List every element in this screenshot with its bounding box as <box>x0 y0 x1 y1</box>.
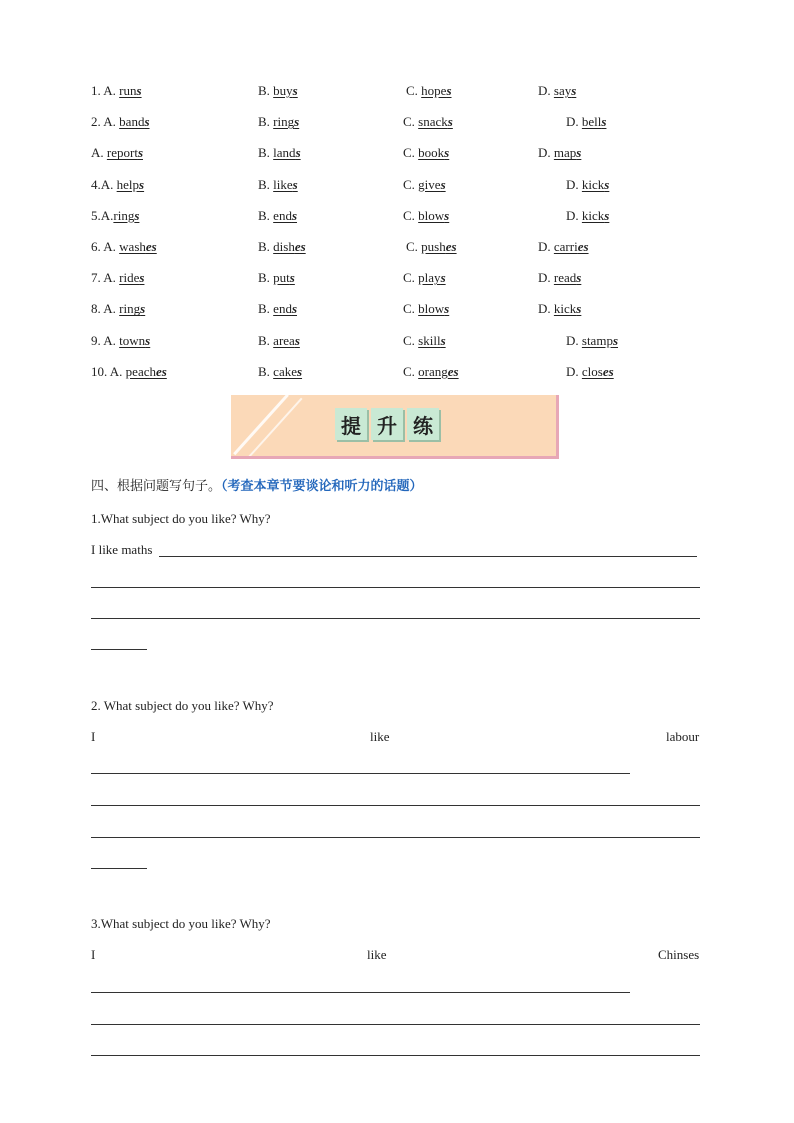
option-prefix: C. <box>406 239 422 254</box>
option-suffix: s <box>294 114 300 130</box>
option-prefix: B. <box>258 176 274 192</box>
option-suffix: s <box>571 83 577 98</box>
exercise-option[interactable] <box>566 362 614 382</box>
exercise-option[interactable] <box>91 268 144 288</box>
option-prefix: B. <box>258 363 274 379</box>
exercise-row <box>0 331 794 351</box>
exercise-row <box>0 237 794 257</box>
option-suffix: s <box>139 176 145 192</box>
option-word-stem: help <box>116 176 140 192</box>
option-word-stem: kick <box>581 176 605 192</box>
option-prefix: C. <box>403 332 419 348</box>
option-word-stem: give <box>418 176 441 192</box>
option-prefix: D. <box>538 239 554 254</box>
option-word-stem: report <box>106 145 138 161</box>
exercise-option[interactable] <box>403 206 449 226</box>
option-suffix: s <box>291 207 298 223</box>
section-heading <box>91 477 423 497</box>
option-word-stem: hope <box>421 83 447 98</box>
option-suffix: s <box>291 301 298 317</box>
exercise-row <box>0 81 794 101</box>
exercise-option[interactable] <box>258 175 298 195</box>
exercise-option[interactable] <box>258 268 295 288</box>
exercise-option[interactable] <box>258 81 298 101</box>
answer-line[interactable] <box>91 773 630 774</box>
option-prefix: B. <box>258 114 274 130</box>
exercise-option[interactable] <box>403 362 459 382</box>
option-prefix: A. <box>91 145 107 161</box>
option-suffix: s <box>136 83 142 98</box>
option-prefix: B. <box>258 270 274 286</box>
option-word-stem: play <box>418 270 441 286</box>
option-suffix: es <box>577 239 589 254</box>
exercise-option[interactable] <box>406 237 457 257</box>
option-word-stem: push <box>421 239 446 254</box>
exercise-option[interactable] <box>258 206 297 226</box>
answer-3-word: I <box>91 947 96 962</box>
exercise-option[interactable] <box>91 362 167 382</box>
answer-line[interactable] <box>91 868 147 869</box>
answer-line[interactable] <box>91 587 700 588</box>
option-word-stem: end <box>273 207 292 223</box>
option-prefix: C. <box>403 363 419 379</box>
answer-line[interactable] <box>91 805 700 806</box>
option-word-stem: ride <box>119 270 140 286</box>
option-word-stem: town <box>119 332 146 348</box>
option-suffix: s <box>140 301 146 317</box>
option-suffix: es <box>602 363 614 379</box>
option-prefix: D. <box>566 207 582 223</box>
option-prefix: D. <box>566 114 582 130</box>
exercise-row <box>0 206 794 226</box>
option-prefix: 10. A. <box>91 363 126 379</box>
exercise-row <box>0 112 794 132</box>
option-suffix: s <box>292 176 298 192</box>
exercise-option[interactable] <box>403 112 453 132</box>
exercise-option[interactable] <box>91 143 143 163</box>
exercise-option[interactable] <box>91 331 150 351</box>
option-prefix: C. <box>403 145 419 161</box>
exercise-row <box>0 175 794 195</box>
exercise-option[interactable] <box>91 175 144 195</box>
option-word-stem: end <box>273 301 292 317</box>
option-word-stem: cake <box>273 363 297 379</box>
option-word-stem: kick <box>581 207 605 223</box>
option-suffix: s <box>446 83 452 98</box>
option-suffix: s <box>145 332 151 348</box>
option-suffix: s <box>295 145 301 161</box>
section-title: 四、根据问题写句子。 <box>91 479 222 494</box>
option-suffix: s <box>604 176 610 192</box>
option-word-stem: band <box>119 114 145 130</box>
banner-char: 练 <box>407 408 439 440</box>
exercise-option[interactable] <box>566 175 609 195</box>
answer-line[interactable] <box>91 1055 700 1056</box>
exercise-option[interactable] <box>258 237 306 257</box>
option-suffix: es <box>145 239 157 254</box>
option-prefix: D. <box>538 301 554 317</box>
option-prefix: D. <box>538 83 554 98</box>
option-word-stem: say <box>553 83 572 98</box>
question-1: 1.What subject do you like? Why? <box>91 511 271 526</box>
option-prefix: D. <box>566 176 582 192</box>
option-suffix: s <box>292 83 298 98</box>
option-word-stem: dish <box>273 239 295 254</box>
option-word-stem: run <box>119 83 137 98</box>
answer-3-word: like <box>367 947 387 962</box>
option-prefix: D. <box>566 363 582 379</box>
option-word-stem: blow <box>418 207 445 223</box>
exercise-option[interactable] <box>258 299 297 319</box>
option-prefix: D. <box>538 145 554 161</box>
exercise-row <box>0 362 794 382</box>
option-suffix: s <box>444 145 450 161</box>
banner-char: 升 <box>371 408 403 440</box>
option-prefix: 1. A. <box>91 83 120 98</box>
option-suffix: s <box>134 207 140 223</box>
option-word-stem: map <box>553 145 577 161</box>
answer-line[interactable] <box>91 992 630 993</box>
option-suffix: s <box>604 207 610 223</box>
option-word-stem: peach <box>125 363 156 379</box>
option-prefix: 2. A. <box>91 114 120 130</box>
option-prefix: B. <box>258 239 274 254</box>
exercise-option[interactable] <box>403 268 446 288</box>
option-suffix: s <box>447 114 453 130</box>
option-word-stem: kick <box>553 301 577 317</box>
option-word-stem: ring <box>273 114 295 130</box>
option-suffix: s <box>444 301 450 317</box>
option-suffix: s <box>576 270 582 286</box>
exercise-option[interactable] <box>91 206 139 226</box>
option-word-stem: area <box>273 332 295 348</box>
option-word-stem: buy <box>273 83 293 98</box>
option-prefix: C. <box>403 270 419 286</box>
option-word-stem: clos <box>581 363 603 379</box>
exercise-option[interactable] <box>538 299 581 319</box>
option-prefix: 8. A. <box>91 301 120 317</box>
option-word-stem: blow <box>418 301 445 317</box>
option-suffix: s <box>440 176 446 192</box>
option-suffix: s <box>440 332 446 348</box>
exercise-option[interactable] <box>538 268 581 288</box>
option-prefix: D. <box>538 270 554 286</box>
exercise-option[interactable] <box>258 112 299 132</box>
option-prefix: C. <box>406 83 422 98</box>
option-word-stem: snack <box>418 114 448 130</box>
exercise-option[interactable] <box>538 143 581 163</box>
answer-2-word: like <box>370 729 390 744</box>
question-3: 3.What subject do you like? Why? <box>91 916 271 931</box>
option-word-stem: land <box>273 145 296 161</box>
banner-stripe <box>233 395 289 455</box>
option-word-stem: wash <box>119 239 146 254</box>
option-suffix: s <box>576 301 582 317</box>
option-prefix: C. <box>403 207 419 223</box>
option-suffix: s <box>294 332 300 348</box>
exercise-option[interactable] <box>406 81 452 101</box>
exercise-option[interactable] <box>91 299 145 319</box>
answer-3-word: Chinses <box>658 947 700 962</box>
answer-2-word: labour <box>666 729 700 744</box>
option-word-stem: carri <box>553 239 578 254</box>
exercise-option[interactable] <box>403 331 446 351</box>
option-word-stem: orang <box>418 363 448 379</box>
banner-chars <box>335 408 439 440</box>
exercise-option[interactable] <box>566 206 609 226</box>
exercise-option[interactable] <box>566 331 618 351</box>
option-prefix: B. <box>258 301 274 317</box>
option-word-stem: like <box>273 176 293 192</box>
option-prefix: B. <box>258 207 274 223</box>
exercise-row <box>0 143 794 163</box>
option-suffix: s <box>289 270 295 286</box>
option-prefix: B. <box>258 145 274 161</box>
option-suffix: s <box>612 332 619 348</box>
option-suffix: s <box>444 207 450 223</box>
option-suffix: es <box>294 239 306 254</box>
banner-tishenglian <box>231 395 559 459</box>
answer-1-start: I like maths <box>91 542 153 557</box>
option-suffix: s <box>296 363 303 379</box>
exercise-option[interactable] <box>566 112 606 132</box>
option-word-stem: bell <box>581 114 602 130</box>
option-prefix: C. <box>403 301 419 317</box>
exercise-row <box>0 299 794 319</box>
option-word-stem: book <box>418 145 445 161</box>
exercise-option[interactable] <box>258 331 300 351</box>
option-word-stem: stamp <box>581 332 613 348</box>
option-suffix: s <box>440 270 446 286</box>
option-prefix: D. <box>566 332 582 348</box>
answer-line[interactable] <box>91 837 700 838</box>
exercise-option[interactable] <box>258 143 301 163</box>
exercise-option[interactable] <box>538 81 576 101</box>
exercise-option[interactable] <box>538 237 589 257</box>
option-prefix: 9. A. <box>91 332 120 348</box>
banner-char: 提 <box>335 408 367 440</box>
exercise-option[interactable] <box>403 299 449 319</box>
option-suffix: es <box>155 363 167 379</box>
section-note: （考查本章节要谈论和听力的话题） <box>221 479 423 494</box>
exercise-option[interactable] <box>91 81 142 101</box>
exercise-option[interactable] <box>91 112 150 132</box>
option-word-stem: ring <box>119 301 141 317</box>
exercise-option[interactable] <box>91 237 157 257</box>
option-suffix: s <box>576 145 582 161</box>
option-prefix: B. <box>258 83 274 98</box>
option-prefix: 7. A. <box>91 270 120 286</box>
option-suffix: es <box>447 363 459 379</box>
option-suffix: s <box>139 270 145 286</box>
option-prefix: C. <box>403 176 419 192</box>
exercise-option[interactable] <box>258 362 302 382</box>
answer-line[interactable] <box>159 556 697 557</box>
option-prefix: 5.A. <box>91 207 114 223</box>
option-prefix: B. <box>258 332 274 348</box>
answer-line[interactable] <box>91 1024 700 1025</box>
answer-line[interactable] <box>91 649 147 650</box>
option-word-stem: read <box>553 270 577 286</box>
exercise-option[interactable] <box>403 143 449 163</box>
answer-2-word: I <box>91 729 96 744</box>
exercise-option[interactable] <box>403 175 446 195</box>
option-word-stem: put <box>273 270 290 286</box>
option-suffix: s <box>137 145 143 161</box>
option-suffix: es <box>445 239 457 254</box>
question-2: 2. What subject do you like? Why? <box>91 698 274 713</box>
option-word-stem: ring <box>113 207 135 223</box>
option-prefix: C. <box>403 114 419 130</box>
answer-line[interactable] <box>91 618 700 619</box>
option-prefix: 4.A. <box>91 176 117 192</box>
option-word-stem: skill <box>418 332 441 348</box>
option-prefix: 6. A. <box>91 239 120 254</box>
option-suffix: s <box>144 114 150 130</box>
exercise-row <box>0 268 794 288</box>
option-suffix: s <box>601 114 607 130</box>
